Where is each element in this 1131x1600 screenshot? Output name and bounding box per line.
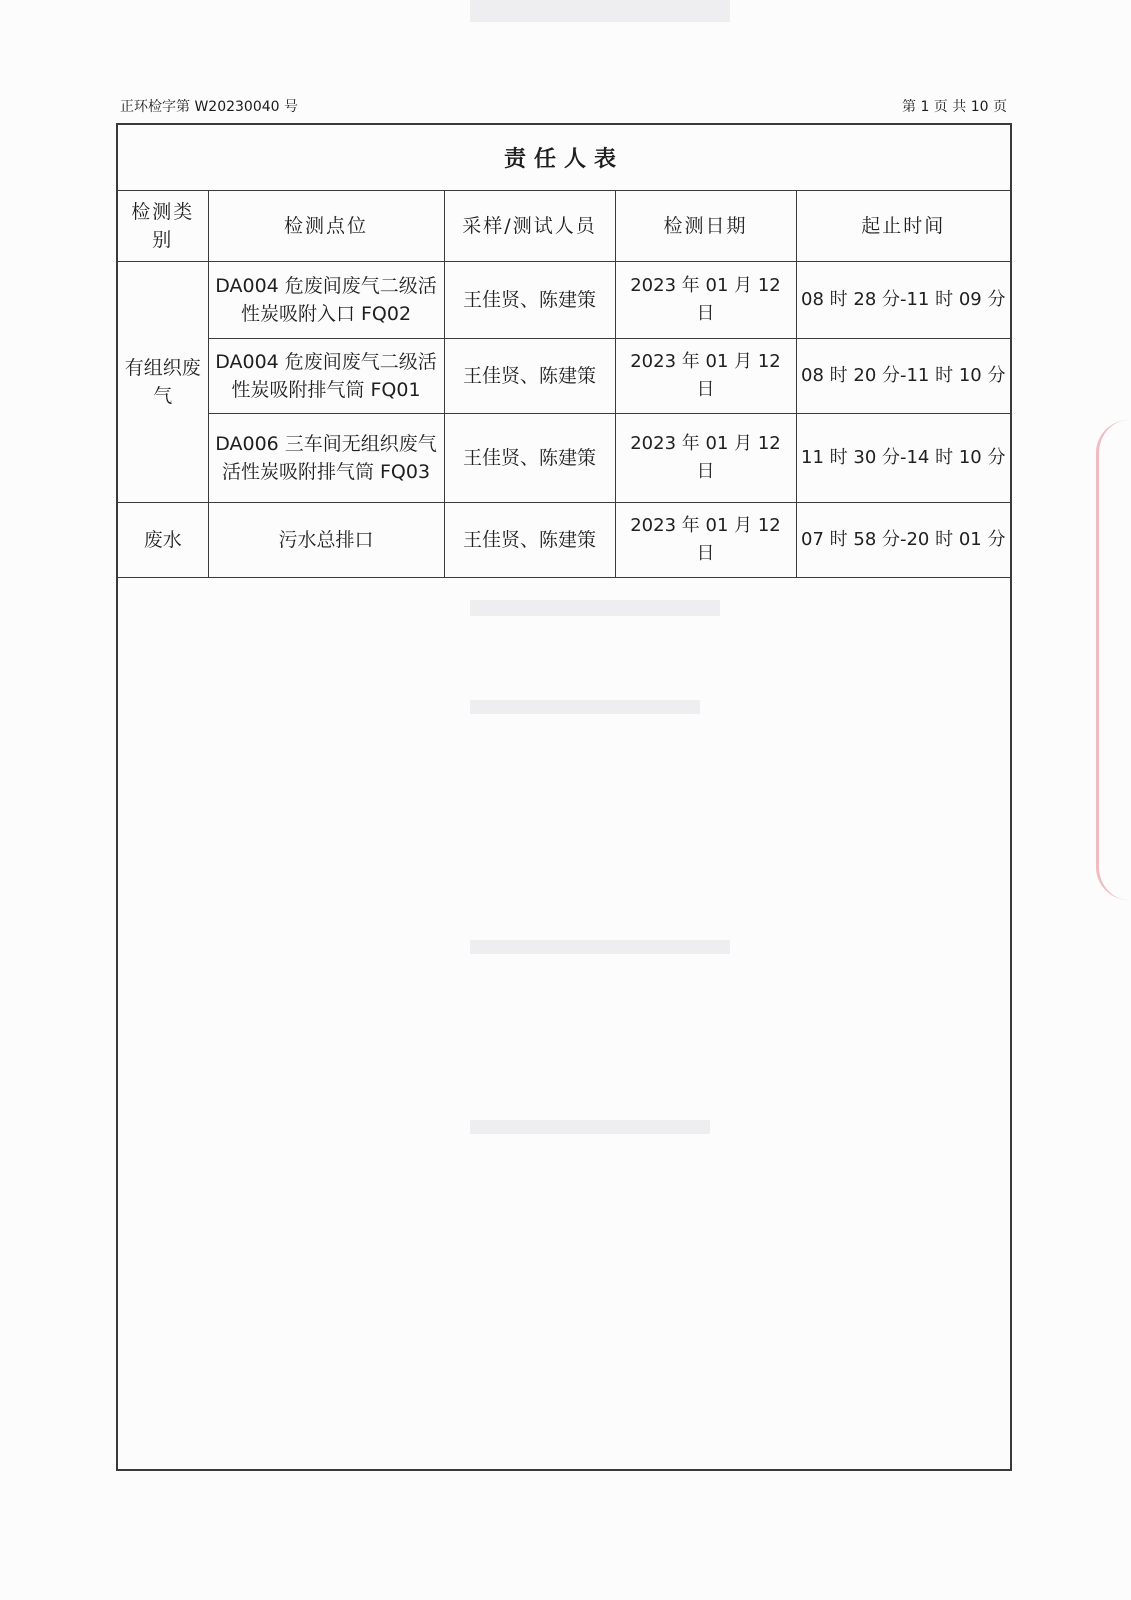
point-cell: DA004 危废间废气二级活性炭吸附入口 FQ02 bbox=[208, 262, 444, 339]
time-cell: 08 时 28 分-11 时 09 分 bbox=[796, 262, 1010, 339]
column-header: 起止时间 bbox=[796, 191, 1010, 262]
table-header-row bbox=[118, 191, 1010, 262]
category-cell: 有组织废气 bbox=[118, 262, 208, 503]
page-info: 第 1 页 共 10 页 bbox=[902, 99, 1007, 115]
staff-cell: 王佳贤、陈建策 bbox=[444, 339, 615, 414]
responsibility-table-frame bbox=[116, 123, 1012, 1471]
point-cell: DA006 三车间无组织废气活性炭吸附排气筒 FQ03 bbox=[208, 414, 444, 503]
point-cell: 污水总排口 bbox=[208, 503, 444, 578]
table-row bbox=[118, 414, 1010, 503]
time-cell: 08 时 20 分-11 时 10 分 bbox=[796, 339, 1010, 414]
date-cell: 2023 年 01 月 12 日 bbox=[615, 503, 796, 578]
staff-cell: 王佳贤、陈建策 bbox=[444, 262, 615, 339]
ghost-mark bbox=[470, 0, 730, 22]
stamp-edge bbox=[1096, 420, 1129, 900]
column-header: 检测类别 bbox=[118, 191, 208, 262]
date-cell: 2023 年 01 月 12 日 bbox=[615, 339, 796, 414]
date-cell: 2023 年 01 月 12 日 bbox=[615, 414, 796, 503]
staff-cell: 王佳贤、陈建策 bbox=[444, 503, 615, 578]
staff-cell: 王佳贤、陈建策 bbox=[444, 414, 615, 503]
column-header: 采样/测试人员 bbox=[444, 191, 615, 262]
date-cell: 2023 年 01 月 12 日 bbox=[615, 262, 796, 339]
table-row bbox=[118, 503, 1010, 578]
responsibility-table bbox=[118, 191, 1010, 578]
time-cell: 11 时 30 分-14 时 10 分 bbox=[796, 414, 1010, 503]
category-cell: 废水 bbox=[118, 503, 208, 578]
column-header: 检测点位 bbox=[208, 191, 444, 262]
column-header: 检测日期 bbox=[615, 191, 796, 262]
time-cell: 07 时 58 分-20 时 01 分 bbox=[796, 503, 1010, 578]
document-number: 正环检字第 W20230040 号 bbox=[120, 99, 299, 115]
table-row bbox=[118, 262, 1010, 339]
point-cell: DA004 危废间废气二级活性炭吸附排气筒 FQ01 bbox=[208, 339, 444, 414]
table-row bbox=[118, 339, 1010, 414]
table-title: 责任人表 bbox=[118, 125, 1010, 191]
